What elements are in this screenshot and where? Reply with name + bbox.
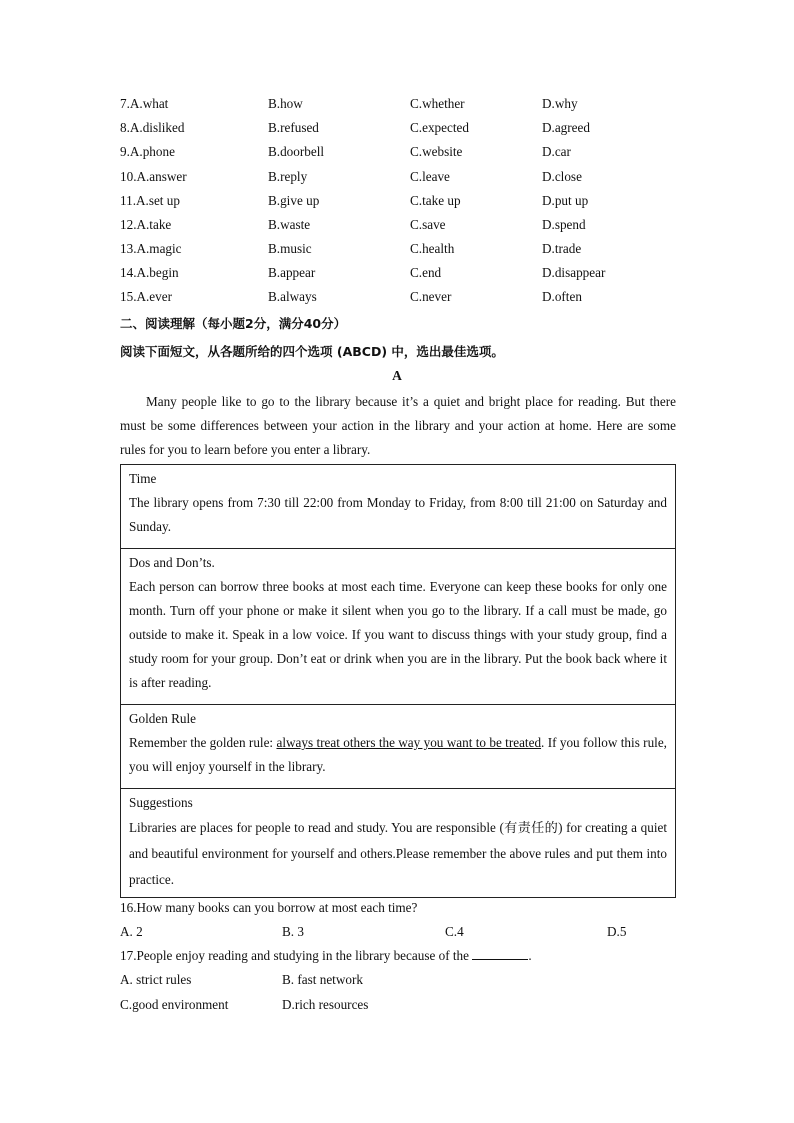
- option-row-15: [120, 287, 680, 307]
- answer-a: A. strict rules: [120, 972, 192, 987]
- option-row-10: [120, 167, 680, 187]
- option-row-13: [120, 239, 680, 259]
- option-a: 7.A.what: [120, 96, 169, 111]
- time-heading: Time: [129, 471, 157, 486]
- option-a: 11.A.set up: [120, 193, 180, 208]
- option-c: C.never: [410, 289, 452, 304]
- option-a: 8.A.disliked: [120, 120, 185, 135]
- dos-donts-text: Each person can borrow three books at most each time. Everyone can keep these books for only one month. Turn off your phone or make it silent when you go to the library. If a call must be made, go outside to make it. Speak in a low voice. If you want to discuss things with your study group, find a study room for your group. Don’t eat or drink when you are in the library. Put the book back where it is after reading.: [129, 579, 667, 690]
- golden-rule-heading: Golden Rule: [129, 711, 197, 726]
- option-c: C.health: [410, 241, 455, 256]
- option-d: D.car: [542, 144, 571, 159]
- option-b: B.always: [268, 289, 317, 304]
- option-b: B.refused: [268, 120, 319, 135]
- time-cell: [121, 465, 675, 549]
- golden-rule-post: . If you follow this rule, you will enjoy yourself in the library.: [129, 735, 667, 774]
- option-d: D.trade: [542, 241, 582, 256]
- passage-title: A: [392, 368, 402, 383]
- option-row-7: [120, 94, 680, 114]
- section-heading: 二、阅读理解（每小题2分，满分40分）: [120, 316, 347, 331]
- option-c: C.website: [410, 144, 463, 159]
- question-17-answers-row1: [120, 970, 680, 990]
- question-17-text: 17.People enjoy reading and studying in the library because of the: [120, 948, 473, 963]
- question-16: 16.How many books can you borrow at most each time?: [120, 900, 418, 915]
- question-17-end: .: [528, 948, 532, 963]
- answer-d: D.rich resources: [282, 997, 369, 1012]
- answer-b: B. 3: [282, 924, 304, 939]
- question-17: [120, 946, 532, 966]
- option-d: D.put up: [542, 193, 589, 208]
- option-b: B.doorbell: [268, 144, 325, 159]
- option-a: 9.A.phone: [120, 144, 175, 159]
- answer-c: C.good environment: [120, 997, 229, 1012]
- passage-intro: [120, 390, 676, 462]
- option-d: D.disappear: [542, 265, 606, 280]
- golden-rule-cell: [121, 705, 675, 789]
- suggestions-text: Libraries are places for people to read and study. You are responsible (有责任的) for creating a quiet and beautiful environment for yourself and others.Please remember the above rules and put them into practice.: [129, 820, 667, 887]
- option-a: 15.A.ever: [120, 289, 172, 304]
- option-a: 12.A.take: [120, 217, 172, 232]
- dos-donts-heading: Dos and Don’ts.: [129, 555, 215, 570]
- option-b: B.waste: [268, 217, 311, 232]
- golden-rule-underlined: always treat others the way you want to be treated: [276, 735, 542, 750]
- option-b: B.music: [268, 241, 312, 256]
- answer-c: C.4: [445, 924, 464, 939]
- option-row-11: [120, 191, 680, 211]
- option-a: 13.A.magic: [120, 241, 182, 256]
- option-row-14: [120, 263, 680, 283]
- option-b: B.appear: [268, 265, 316, 280]
- golden-rule-pre: Remember the golden rule:: [129, 735, 277, 750]
- option-row-8: [120, 118, 680, 138]
- answer-a: A. 2: [120, 924, 143, 939]
- suggestions-heading: Suggestions: [129, 795, 193, 810]
- library-rules-table: [120, 464, 676, 898]
- suggestions-cell: [121, 789, 675, 899]
- option-c: C.leave: [410, 169, 450, 184]
- option-c: C.take up: [410, 193, 461, 208]
- answer-b: B. fast network: [282, 972, 363, 987]
- option-d: D.why: [542, 96, 578, 111]
- option-c: C.end: [410, 265, 442, 280]
- section-instruction: 阅读下面短文，从各题所给的四个选项 (ABCD) 中，选出最佳选项。: [120, 344, 504, 359]
- option-a: 10.A.answer: [120, 169, 187, 184]
- dos-donts-cell: [121, 549, 675, 705]
- time-text: The library opens from 7:30 till 22:00 from Monday to Friday, from 8:00 till 21:00 on Saturday and Sunday.: [129, 495, 667, 534]
- question-17-answers-row2: [120, 995, 680, 1015]
- option-row-12: [120, 215, 680, 235]
- answer-d: D.5: [607, 924, 627, 939]
- option-b: B.give up: [268, 193, 320, 208]
- option-d: D.often: [542, 289, 582, 304]
- option-c: C.save: [410, 217, 446, 232]
- option-b: B.reply: [268, 169, 308, 184]
- option-d: D.agreed: [542, 120, 590, 135]
- option-b: B.how: [268, 96, 303, 111]
- option-c: C.expected: [410, 120, 469, 135]
- option-d: D.close: [542, 169, 582, 184]
- option-row-9: [120, 142, 680, 162]
- option-a: 14.A.begin: [120, 265, 179, 280]
- passage-intro-text: Many people like to go to the library because it’s a quiet and bright place for reading. But there must be some differences between your action in the library and your action at home. Here are some rules for you to learn before you enter a library.: [120, 394, 676, 457]
- option-c: C.whether: [410, 96, 465, 111]
- question-16-answers: [120, 922, 680, 942]
- answer-blank: [472, 947, 528, 960]
- option-d: D.spend: [542, 217, 586, 232]
